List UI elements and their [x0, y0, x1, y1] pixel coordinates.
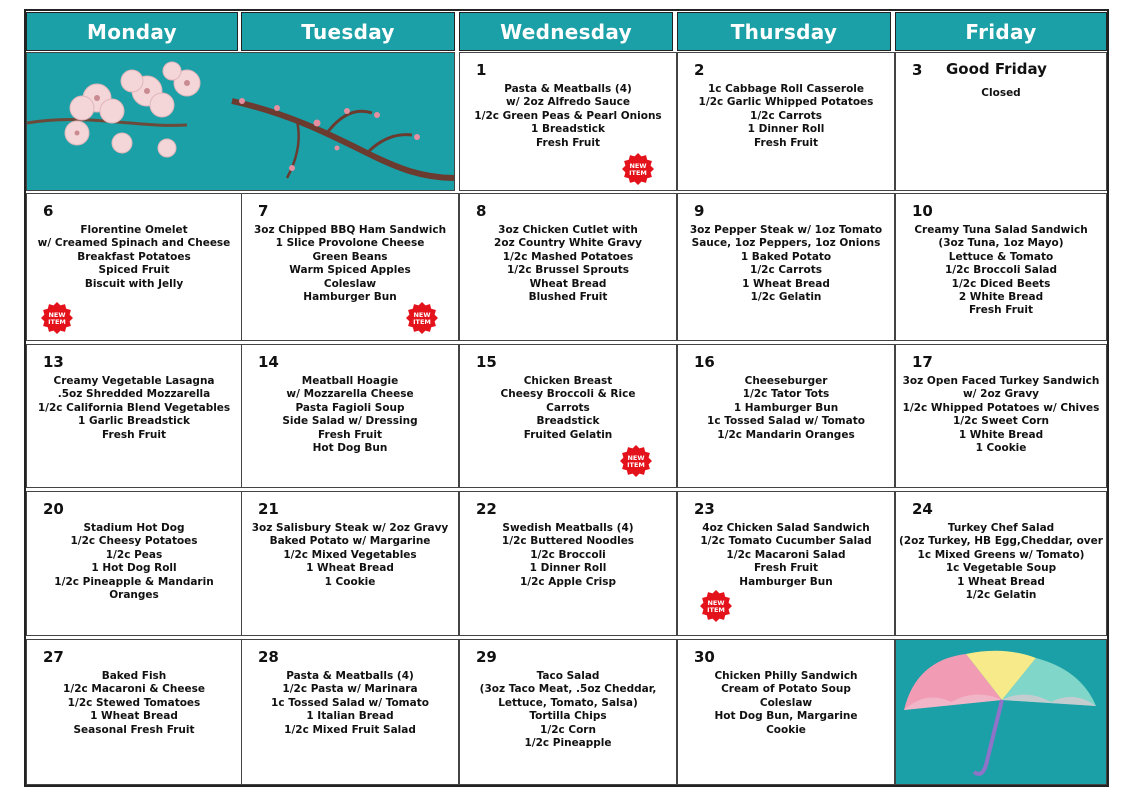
menu-item: Wheat Bread: [529, 277, 607, 290]
cherry-blossom-illustration: [26, 52, 455, 191]
menu-item: 1/2c California Blend Vegetables: [37, 401, 231, 414]
day-cell: [677, 491, 895, 636]
menu-item: 1/2c Pineapple: [524, 737, 612, 750]
menu-item: 1c Vegetable Soup: [945, 562, 1057, 575]
menu-item: 1/2c Mandarin Oranges: [717, 428, 855, 441]
menu-item: Cheesy Broccoli & Rice: [500, 388, 636, 401]
day-number: 15: [476, 353, 497, 371]
header-friday: Friday: [895, 12, 1107, 51]
menu-item: 1/2c Cheesy Potatoes: [70, 535, 198, 548]
menu-item: 1/2c Pineapple & Mandarin: [54, 575, 214, 588]
menu-item: 1/2c Carrots: [750, 109, 822, 122]
menu-item: 1/2c Gelatin: [750, 291, 822, 304]
day-number: 20: [43, 500, 64, 518]
badge-line2: ITEM: [627, 461, 645, 469]
badge-line1: NEW: [48, 311, 66, 319]
menu-item: 1/2c Mixed Vegetables: [283, 548, 417, 561]
menu-item: 3oz Salisbury Steak w/ 2oz Gravy: [251, 522, 449, 534]
menu-item: 1/2c Tomato Cucumber Salad: [700, 535, 872, 548]
menu-list: [898, 87, 1104, 100]
day-number: 21: [258, 500, 279, 518]
menu-item: Oranges: [109, 589, 159, 602]
menu-list: [244, 670, 456, 737]
menu-item: Pasta & Meatballs (4): [504, 83, 632, 95]
day-number: 10: [912, 202, 933, 220]
menu-list: [462, 375, 674, 442]
umbrella-illustration: [895, 639, 1107, 785]
badge-line1: NEW: [627, 454, 645, 462]
day-cell: [241, 639, 459, 785]
menu-list: [462, 83, 674, 150]
menu-item: Fresh Fruit: [754, 136, 818, 149]
menu-list: [29, 375, 239, 442]
menu-item: 1/2c Diced Beets: [951, 277, 1051, 290]
day-cell: [26, 344, 242, 488]
day-cell: [895, 344, 1107, 488]
menu-item: 1c Mixed Greens w/ Tomato): [917, 548, 1085, 561]
menu-item: Cookie: [766, 723, 806, 736]
day-cell: [677, 344, 895, 488]
day-number: 28: [258, 648, 279, 666]
menu-item: 1 Cookie: [324, 575, 376, 588]
menu-item: 1 Dinner Roll: [747, 123, 825, 136]
day-cell: [241, 193, 459, 341]
menu-item: Breakfast Potatoes: [77, 250, 191, 263]
menu-item: Coleslaw: [323, 277, 377, 290]
day-number: 22: [476, 500, 497, 518]
menu-item: 1c Tossed Salad w/ Tomato: [271, 696, 429, 709]
menu-item: Fresh Fruit: [536, 136, 600, 149]
menu-item: 1 Baked Potato: [740, 250, 832, 263]
header-monday: Monday: [26, 12, 238, 51]
day-number: 29: [476, 648, 497, 666]
day-cell: [459, 491, 677, 636]
day-number: 1: [476, 61, 487, 79]
menu-list: [680, 375, 892, 442]
menu-item: Carrots: [546, 401, 590, 414]
menu-item: Seasonal Fresh Fruit: [73, 723, 195, 736]
menu-item: Tortilla Chips: [529, 710, 607, 723]
day-cell: [26, 193, 242, 341]
menu-item: Fresh Fruit: [102, 428, 166, 441]
day-cell: [677, 193, 895, 341]
menu-item: 1 Wheat Bread: [90, 710, 178, 723]
day-cell: [459, 639, 677, 785]
day-cell: [241, 491, 459, 636]
day-cell: [895, 193, 1107, 341]
menu-item: Biscuit with Jelly: [84, 277, 184, 290]
menu-item: Lettuce, Tomato, Salsa): [498, 696, 638, 709]
menu-item: 1/2c Carrots: [750, 264, 822, 277]
menu-list: [898, 375, 1104, 455]
menu-item: 1/2c Broccoli: [530, 548, 606, 561]
menu-item: 1 White Bread: [958, 428, 1044, 441]
holiday-name: Good Friday: [946, 60, 1047, 78]
menu-item: 1/2c Apple Crisp: [519, 575, 617, 588]
menu-list: [244, 522, 456, 589]
menu-item: Hamburger Bun: [303, 291, 397, 304]
menu-item: Hot Dog Bun: [312, 442, 388, 455]
day-number: 2: [694, 61, 705, 79]
day-cell: [459, 344, 677, 488]
menu-list: [898, 224, 1104, 318]
menu-item: Lettuce & Tomato: [948, 250, 1054, 263]
menu-item: w/ 2oz Gravy: [962, 388, 1040, 401]
menu-list: [680, 83, 892, 150]
menu-list: [680, 522, 892, 589]
menu-item: 1/2c Garlic Whipped Potatoes: [698, 96, 874, 109]
menu-item: Baked Potato w/ Margarine: [269, 535, 431, 548]
menu-item: Creamy Tuna Salad Sandwich: [914, 224, 1088, 236]
menu-item: 1 Cookie: [975, 442, 1027, 455]
day-number: 3: [912, 61, 923, 79]
menu-item: w/ 2oz Alfredo Sauce: [506, 96, 630, 109]
menu-list: [462, 224, 674, 304]
menu-item: 3oz Chipped BBQ Ham Sandwich: [253, 224, 447, 236]
badge-line2: ITEM: [629, 169, 647, 177]
menu-item: Sauce, 1oz Peppers, 1oz Onions: [691, 237, 881, 250]
menu-item: 1/2c Mashed Potatoes: [502, 250, 634, 263]
badge-line2: ITEM: [413, 318, 431, 326]
menu-item: 2 White Bread: [958, 291, 1044, 304]
day-number: 16: [694, 353, 715, 371]
day-cell: [895, 491, 1107, 636]
day-cell: [26, 491, 242, 636]
badge-line1: NEW: [629, 162, 647, 170]
menu-list: [680, 224, 892, 304]
menu-item: 1/2c Brussel Sprouts: [506, 264, 630, 277]
menu-item: 1c Cabbage Roll Casserole: [707, 83, 865, 95]
menu-item: 1/2c Broccoli Salad: [944, 264, 1058, 277]
menu-item: 1/2c Stewed Tomatoes: [67, 696, 201, 709]
menu-item: 1 Wheat Bread: [306, 562, 394, 575]
menu-list: [462, 522, 674, 589]
menu-item: Coleslaw: [759, 696, 813, 709]
menu-item: 1 Italian Bread: [306, 710, 394, 723]
menu-item: 1c Tossed Salad w/ Tomato: [707, 415, 865, 428]
new-item-badge: [406, 302, 438, 334]
menu-item: Meatball Hoagie: [301, 375, 399, 387]
menu-item: 1/2c Green Peas & Pearl Onions: [474, 109, 662, 122]
new-item-badge: [41, 302, 73, 334]
menu-item: .5oz Shredded Mozzarella: [57, 388, 211, 401]
menu-item: Pasta Fagioli Soup: [295, 401, 405, 414]
menu-item: Chicken Breast: [523, 375, 613, 387]
menu-item: Taco Salad: [536, 670, 600, 682]
menu-list: [244, 224, 456, 304]
menu-item: 1/2c Corn: [540, 723, 596, 736]
menu-item: Warm Spiced Apples: [289, 264, 411, 277]
day-number: 17: [912, 353, 933, 371]
menu-item: 1/2c Mixed Fruit Salad: [284, 723, 416, 736]
menu-item: Baked Fish: [101, 670, 167, 682]
menu-list: [244, 375, 456, 455]
day-number: 24: [912, 500, 933, 518]
menu-item: 1/2c Sweet Corn: [952, 415, 1050, 428]
menu-item: 1/2c Buttered Noodles: [501, 535, 635, 548]
menu-item: Stadium Hot Dog: [83, 522, 185, 534]
header-wednesday: Wednesday: [459, 12, 673, 51]
menu-item: 1 Wheat Bread: [742, 277, 830, 290]
menu-item: Fruited Gelatin: [523, 428, 613, 441]
badge-line1: NEW: [413, 311, 431, 319]
day-number: 9: [694, 202, 705, 220]
menu-item: (3oz Tuna, 1oz Mayo): [938, 237, 1064, 250]
day-cell: [26, 639, 242, 785]
menu-item: 3oz Open Faced Turkey Sandwich: [902, 375, 1100, 387]
menu-item: Side Salad w/ Dressing: [282, 415, 418, 428]
menu-item: w/ Mozzarella Cheese: [286, 388, 414, 401]
day-cell: [677, 639, 895, 785]
menu-list: [898, 522, 1104, 602]
menu-item: Swedish Meatballs (4): [502, 522, 634, 534]
day-cell: [677, 52, 895, 191]
menu-item: Hamburger Bun: [739, 575, 833, 588]
menu-item: 1/2c Peas: [105, 548, 163, 561]
menu-list: [680, 670, 892, 737]
header-tuesday: Tuesday: [241, 12, 455, 51]
day-number: 30: [694, 648, 715, 666]
new-item-badge: [620, 445, 652, 477]
menu-item: Turkey Chef Salad: [947, 522, 1055, 534]
menu-item: 1 Breadstick: [531, 123, 605, 136]
badge-line2: ITEM: [707, 606, 725, 614]
menu-item: 1/2c Gelatin: [965, 589, 1037, 602]
day-cell: [895, 52, 1107, 191]
menu-item: Fresh Fruit: [754, 562, 818, 575]
menu-item: 1 Dinner Roll: [529, 562, 607, 575]
menu-item: 1 Hamburger Bun: [733, 401, 839, 414]
day-number: 6: [43, 202, 54, 220]
menu-item: 1/2c Macaroni Salad: [726, 548, 846, 561]
day-number: 27: [43, 648, 64, 666]
new-item-badge: [622, 153, 654, 185]
menu-item: Fresh Fruit: [969, 304, 1033, 317]
day-cell: [459, 193, 677, 341]
menu-item: 3oz Chicken Cutlet with: [498, 224, 638, 236]
menu-item: Fresh Fruit: [318, 428, 382, 441]
menu-item: (2oz Turkey, HB Egg,Cheddar, over: [899, 535, 1103, 548]
menu-item: Hot Dog Bun, Margarine: [714, 710, 858, 723]
menu-item: 4oz Chicken Salad Sandwich: [702, 522, 870, 534]
menu-list: [29, 670, 239, 737]
day-cell: [241, 344, 459, 488]
badge-line2: ITEM: [48, 318, 66, 326]
menu-list: [462, 670, 674, 750]
menu-item: Green Beans: [312, 250, 388, 263]
day-number: 8: [476, 202, 487, 220]
header-thursday: Thursday: [677, 12, 891, 51]
day-cell: [459, 52, 677, 191]
day-number: 23: [694, 500, 715, 518]
day-number: 13: [43, 353, 64, 371]
menu-item: Cheeseburger: [744, 375, 828, 387]
day-number: 14: [258, 353, 279, 371]
menu-item: Spiced Fruit: [98, 264, 170, 277]
menu-item: 2oz Country White Gravy: [494, 237, 642, 250]
menu-item: Cream of Potato Soup: [721, 683, 851, 696]
menu-list: [29, 522, 239, 602]
menu-item: Breadstick: [536, 415, 600, 428]
menu-item: 1 Wheat Bread: [957, 575, 1045, 588]
menu-item: 1/2c Pasta w/ Marinara: [282, 683, 418, 696]
menu-item: Creamy Vegetable Lasagna: [53, 375, 215, 387]
menu-item: 3oz Pepper Steak w/ 1oz Tomato: [689, 224, 883, 236]
menu-item: Florentine Omelet: [80, 224, 188, 236]
menu-item: w/ Creamed Spinach and Cheese: [37, 237, 231, 250]
menu-item: 1 Slice Provolone Cheese: [275, 237, 425, 250]
menu-item: 1 Hot Dog Roll: [91, 562, 177, 575]
menu-item: Blushed Fruit: [528, 291, 608, 304]
menu-item: 1/2c Whipped Potatoes w/ Chives: [902, 401, 1100, 414]
day-number: 7: [258, 202, 269, 220]
menu-item: (3oz Taco Meat, .5oz Cheddar,: [479, 683, 657, 696]
menu-item: Chicken Philly Sandwich: [714, 670, 858, 682]
menu-list: [29, 224, 239, 291]
menu-item: 1/2c Tator Tots: [742, 388, 830, 401]
badge-line1: NEW: [707, 599, 725, 607]
menu-item: 1 Garlic Breadstick: [78, 415, 190, 428]
menu-item: Closed: [981, 87, 1021, 99]
menu-item: Pasta & Meatballs (4): [286, 670, 414, 682]
new-item-badge: [700, 590, 732, 622]
menu-item: 1/2c Macaroni & Cheese: [63, 683, 205, 696]
